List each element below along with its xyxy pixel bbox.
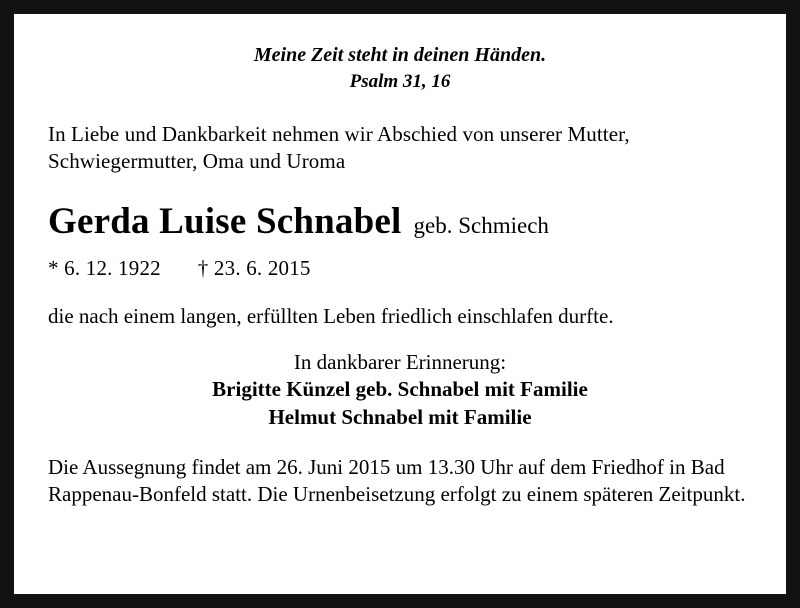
memory-heading: In dankbarer Erinnerung: — [293, 349, 507, 374]
bible-verse — [48, 42, 752, 95]
funeral-details: Die Aussegnung findet am 26. Juni 2015 um 13.30 Uhr auf dem Friedhof in Bad Rappenau-Bonfeld statt. Die Urnenbeisetzung erfolgt zu einem späteren Zeitpunkt. — [48, 454, 746, 507]
list-item: Brigitte Künzel geb. Schnabel mit Familie — [212, 377, 588, 402]
list-item: Helmut Schnabel mit Familie — [268, 404, 532, 429]
deceased-name: Gerda Luise Schnabel — [48, 201, 402, 243]
deceased-name-line — [48, 200, 752, 243]
intro-text: In Liebe und Dankbarkeit nehmen wir Abschied von unserer Mutter, Schwiegermutter, Oma und Uroma — [48, 121, 630, 174]
death-date: † 23. 6. 2015 — [197, 256, 311, 281]
birth-date: * 6. 12. 1922 — [48, 256, 161, 281]
memory-block — [48, 349, 752, 432]
survivors-list — [48, 376, 752, 431]
verse-text: Meine Zeit steht in deinen Händen. — [253, 44, 547, 66]
passage-text: die nach einem langen, erfüllten Leben friedlich einschlafen durfte. — [48, 304, 614, 329]
verse-reference: Psalm 31, 16 — [349, 71, 451, 92]
deceased-maiden-name: geb. Schmiech — [413, 213, 549, 239]
life-dates — [48, 256, 752, 281]
